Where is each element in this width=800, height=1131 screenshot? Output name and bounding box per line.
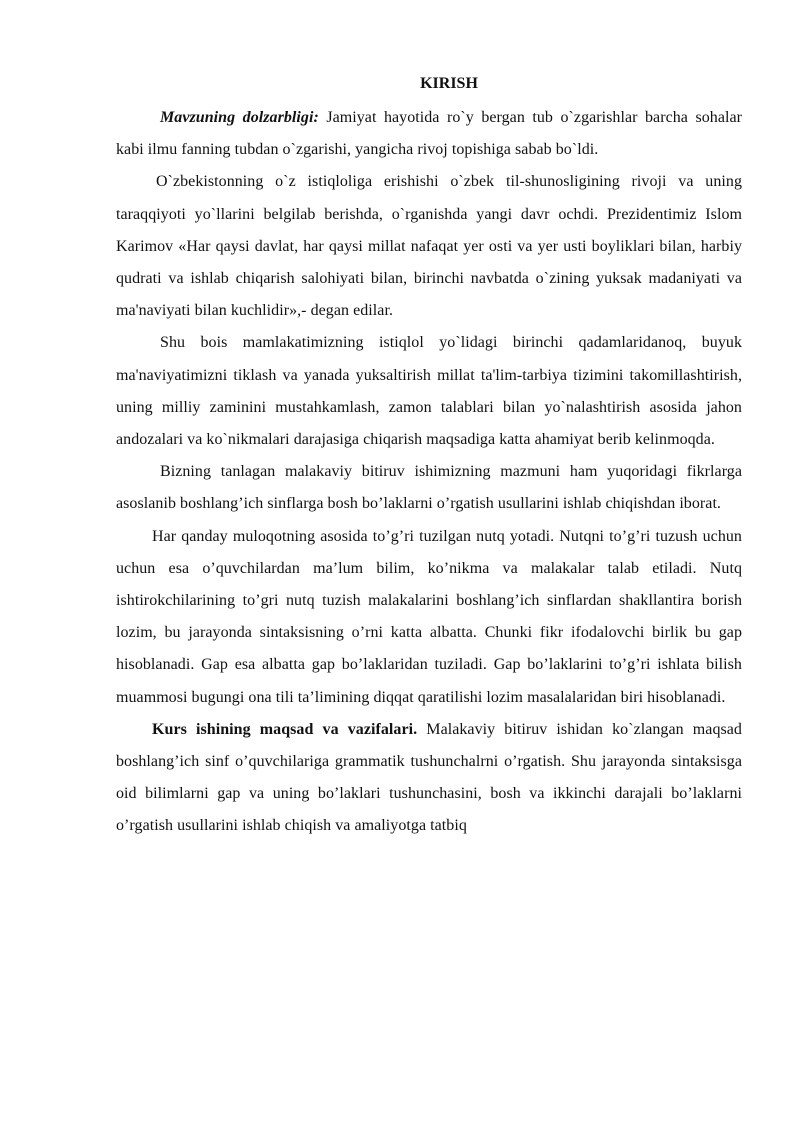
paragraph-thesis-content [116, 456, 742, 520]
goals-heading: Kurs ishining maqsad va vazifalari. [152, 720, 418, 738]
paragraph-relevance [116, 102, 742, 166]
paragraph-independence [116, 166, 742, 327]
thesis-content-text: Bizning tanlagan malakaviy bitiruv ishimizning mazmuni ham yuqoridagi fikrlarga asoslanib boshlang’ich sinflarga bosh bo’laklarni o’rgatish usullarini ishlab chiqishdan iborat. [116, 463, 742, 513]
document-page [116, 74, 742, 843]
paragraph-spirituality [116, 327, 742, 456]
page-title: KIRISH [420, 75, 478, 92]
speech-text: Har qanday muloqotning asosida to’g’ri tuzilgan nutq yotadi. Nutqni to’g’ri tuzush uchun uchun esa o’quvchilardan ma’lum bilim, ko’nikma va malakalar talab etiladi. Nutq ishtirokchilarining to’gri nutq tuzish malakalarini boshlang’ich sinflardan shakllantira borish lozim, bu jarayonda sintaksisning o’rni katta albatta. Chunki fikr ifodalovchi birlik bu gap hisoblanadi. Gap esa albatta gap bo’laklaridan tuziladi. Gap bo’laklarini to’g’ri ishlata bilish muammosi bugungi ona tili ta’limining diqqat qaratilishi lozim masalalaridan biri hisoblanadi. [116, 527, 742, 706]
independence-text: O`zbekistonning o`z istiqloliga erishishi o`zbek til-shunosligining rivoji va uning taraqqiyoti yo`llarini belgilab berishda, o`rganishda yangi davr ochdi. Prezidentimiz Islom Karimov «Har qaysi davlat, har qaysi millat nafaqat yer osti va yer usti boyliklari bilan, harbiy qudrati va ishlab chiqarish salohiyati bilan, birinchi navbatda o`zining yuksak madaniyati va ma'naviyati bilan kuchlidir»,- degan edilar. [116, 173, 742, 320]
paragraph-goals [116, 714, 742, 843]
relevance-text: Jamiyat hayotida ro`y bergan tub o`zgarishlar barcha sohalar kabi ilmu fanning tubdan o`zgarishi, yangicha rivoj topishiga sabab bo`ldi. [116, 109, 742, 159]
spirituality-text: Shu bois mamlakatimizning istiqlol yo`lidagi birinchi qadamlaridanoq, buyuk ma'naviyatimizni tiklash va yanada yuksaltirish millat ta'lim-tarbiya tizimini takomillashtirish, uning milliy zaminini mustahkamlash, zamon talablari bilan yo`nalashtirish asosida jahon andozalari va ko`nikmalari darajasiga chiqarish maqsadiga katta ahamiyat berib kelinmoqda. [116, 334, 742, 449]
paragraph-speech [116, 521, 742, 714]
relevance-heading: Mavzuning dolzarbligi: [160, 109, 319, 126]
goals-text: Malakaviy bitiruv ishidan ko`zlangan maqsad boshlang’ich sinf o’quvchilariga grammatik tushunchalrni o’rgatish. Shu jarayonda sintaksisga oid bilimlarni gap va uning bo’laklari tushunchasini, bosh va ikkinchi darajali bo’laklarni o’rgatish usullarini ishlab chiqish va amaliyotga tatbiq [116, 720, 742, 835]
